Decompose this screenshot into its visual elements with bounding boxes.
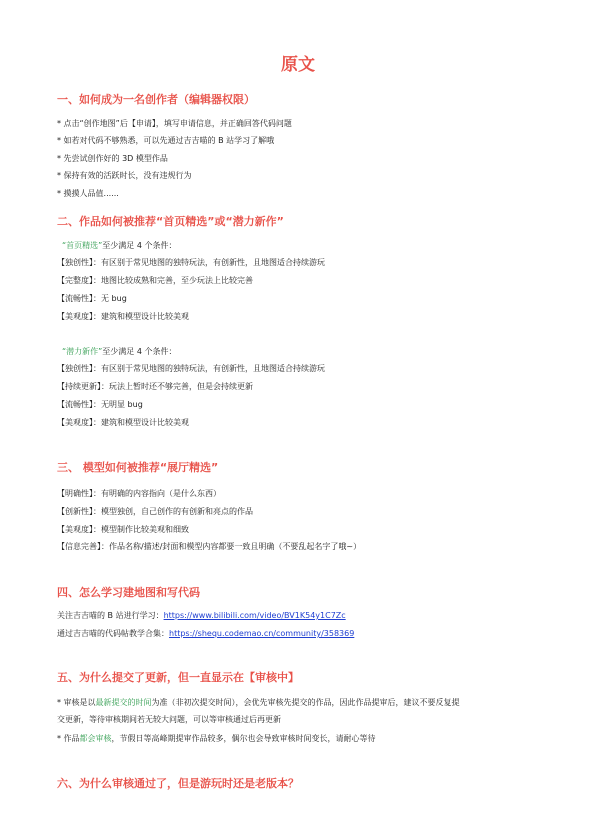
list-item-continuation: 交更新，等待审核期间若无较大问题，可以等审核通过后再更新 <box>57 715 281 724</box>
codemao-line <box>57 628 354 639</box>
list-item: 【创新性】：模型独创，自己创作的有创新和亮点的作品 <box>57 507 253 516</box>
bilibili-line <box>57 610 346 621</box>
list-item <box>57 733 376 744</box>
list-item: * 先尝试创作好的 3D 模型作品 <box>57 154 168 163</box>
list-item: 【美观度】：建筑和模型设计比较美观 <box>57 312 189 321</box>
text-run: 为准（非初次提交时间），会优先审核先提交的作品，因此作品提审后，建议不要反复提 <box>151 698 460 707</box>
text-run: * 作品 <box>57 734 80 743</box>
list-item: 【完整度】：地图比较成熟和完善，至少玩法上比较完善 <box>57 276 253 285</box>
list-item: 【流畅性】：无 bug <box>57 294 127 303</box>
featured-intro: 至少满足 4 个条件： <box>102 241 177 250</box>
bilibili-link[interactable]: https://www.bilibili.com/video/BV1K54y1C7Zc <box>163 611 346 620</box>
list-item: 【独创性】：有区别于常见地图的独特玩法，有创新性，且地图适合持续游玩 <box>57 364 325 373</box>
potential-intro: 至少满足 4 个条件： <box>102 347 177 356</box>
bilibili-label: 关注吉吉喵的 B 站进行学习： <box>57 611 164 620</box>
potential-tag: “潜力新作” <box>62 347 103 356</box>
potential-criteria-intro <box>62 346 176 357</box>
list-item: * 如若对代码不够熟悉，可以先通过吉吉喵的 B 站学习了解哦 <box>57 136 275 145</box>
list-item: 【独创性】：有区别于常见地图的独特玩法，有创新性，且地图适合持续游玩 <box>57 258 325 267</box>
list-item: 【明确性】：有明确的内容指向（是什么东西） <box>57 489 221 498</box>
list-item: * 保持有效的活跃时长，没有违规行为 <box>57 171 192 180</box>
featured-tag: “首页精选” <box>62 241 103 250</box>
codemao-label: 通过吉吉喵的代码帖教学合集： <box>57 629 169 638</box>
list-item: * 摸摸人品值...... <box>57 189 119 198</box>
list-item: 【美观度】：模型制作比较美观和细致 <box>57 525 189 534</box>
list-item <box>57 697 460 708</box>
highlight-all-reviewed: 都会审核 <box>79 734 112 743</box>
section-4-heading: 四、怎么学习建地图和写代码 <box>57 586 200 599</box>
section-3-heading: 三、 模型如何被推荐“展厅精选” <box>57 461 219 474</box>
list-item: 【流畅性】：无明显 bug <box>57 400 143 409</box>
list-item: 【持续更新】：玩法上暂时还不够完善，但是会持续更新 <box>57 382 253 391</box>
featured-criteria-intro <box>62 240 176 251</box>
list-item: 【信息完善】：作品名称/描述/封面和模型内容都要一致且明确（不要乱起名字了哦~） <box>57 542 362 551</box>
text-run: ，节假日等高峰期提审作品较多，偶尔也会导致审核时间变长，请耐心等待 <box>111 734 376 743</box>
section-1-heading: 一、如何成为一名创作者（编辑器权限） <box>57 93 255 106</box>
list-item: * 点击“创作地图”后【申请】，填写申请信息，并正确回答代码问题 <box>57 119 292 128</box>
list-item: 【美观度】：建筑和模型设计比较美观 <box>57 418 189 427</box>
highlight-latest-time: 最新提交的时间 <box>95 698 152 707</box>
page-title: 原文 <box>281 55 315 75</box>
codemao-link[interactable]: https://shequ.codemao.cn/community/358369 <box>169 629 355 638</box>
section-2-heading: 二、作品如何被推荐“首页精选”或“潜力新作” <box>57 215 284 228</box>
section-5-heading: 五、为什么提交了更新，但一直显示在【审核中】 <box>57 671 299 684</box>
section-6-heading: 六、为什么审核通过了，但是游玩时还是老版本？ <box>57 777 299 790</box>
text-run: * 审核是以 <box>57 698 96 707</box>
